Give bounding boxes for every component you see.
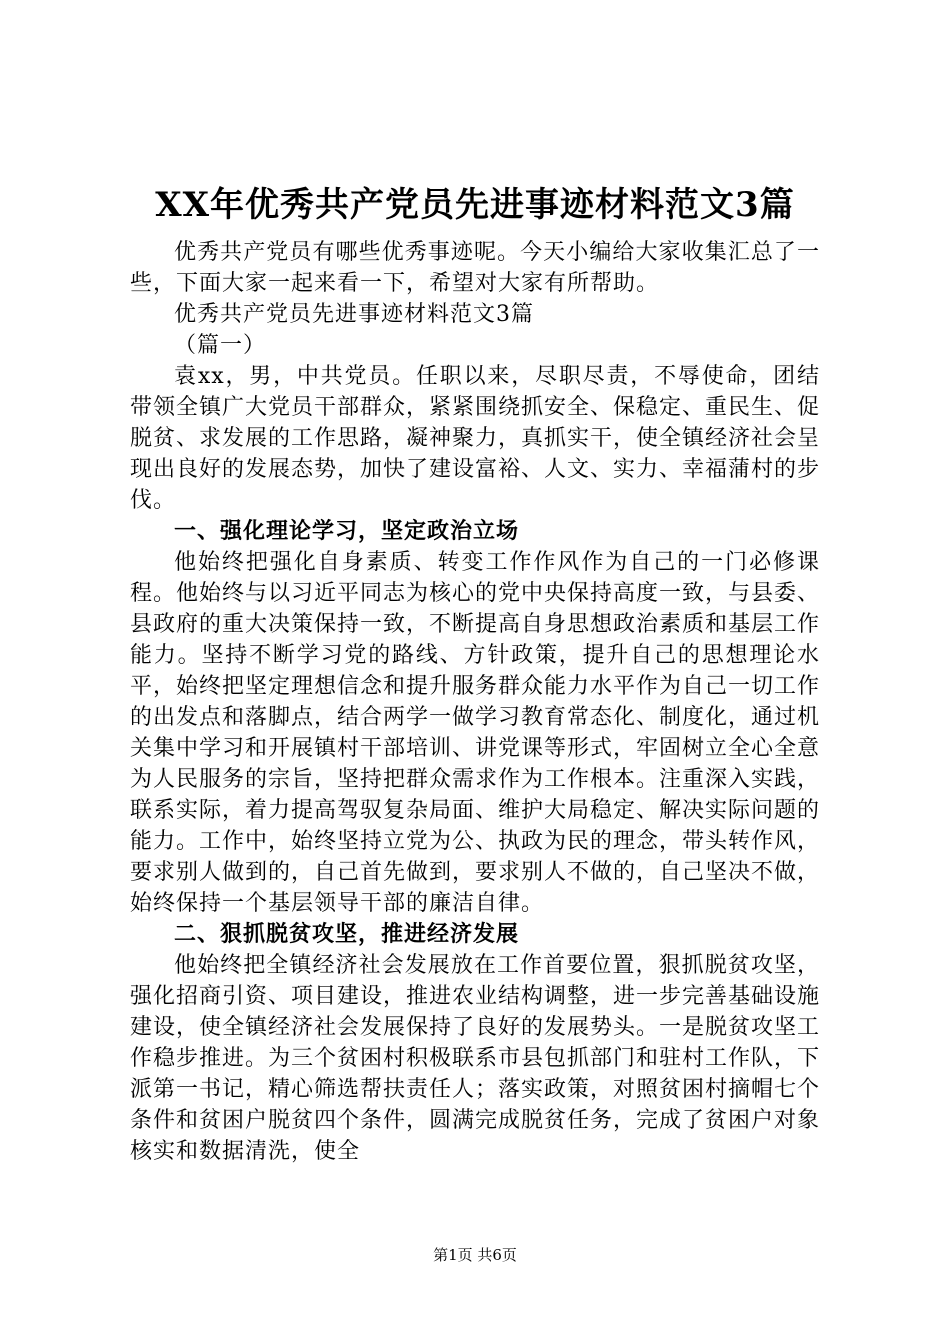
section-heading: 二、狠抓脱贫攻坚，推进经济发展 bbox=[174, 922, 520, 947]
body-paragraph: 袁xx，男，中共党员。任职以来，尽职尽责，不辱使命，团结带领全镇广大党员干部群众，紧紧围绕抓安全、保稳定、重民生、促脱贫、求发展的工作思路，凝神聚力，真抓实干，使全镇经济社会呈现出良好的发展态势，加快了建设富裕、人文、实力、幸福蒲村的步伐。 bbox=[130, 364, 821, 513]
body-paragraph: 他始终把全镇经济社会发展放在工作首要位置，狠抓脱贫攻坚，强化招商引资、项目建设，推进农业结构调整，进一步完善基础设施建设，使全镇经济社会发展保持了良好的发展势头。一是脱贫攻坚工作稳步推进。为三个贫困村积极联系市县包抓部门和驻村工作队，下派第一书记，精心筛选帮扶责任人；落实政策，对照贫困村摘帽七个条件和贫困户脱贫四个条件，圆满完成脱贫任务，完成了贫困户对象核实和数据清洗，使全 bbox=[130, 953, 821, 1164]
section-heading: 一、强化理论学习，坚定政治立场 bbox=[174, 519, 520, 544]
page-number-footer: 第1页 共6页 bbox=[433, 1246, 517, 1264]
section-marker: （篇一） bbox=[174, 333, 267, 358]
subtitle-line: 优秀共产党员先进事迹材料范文3篇 bbox=[174, 302, 534, 327]
document-body bbox=[130, 237, 820, 1167]
body-paragraph: 他始终把强化自身素质、转变工作作风作为自己的一门必修课程。他始终与以习近平同志为核心的党中央保持高度一致，与县委、县政府的重大决策保持一致，不断提高自身思想政治素质和基层工作能力。坚持不断学习党的路线、方针政策，提升自己的思想理论水平，始终把坚定理想信念和提升服务群众能力水平作为自己一切工作的出发点和落脚点，结合两学一做学习教育常态化、制度化，通过机关集中学习和开展镇村干部培训、讲党课等形式，牢固树立全心全意为人民服务的宗旨，坚持把群众需求作为工作根本。注重深入实践，联系实际，着力提高驾驭复杂局面、维护大局稳定、解决实际问题的能力。工作中，始终坚持立党为公、执政为民的理念，带头转作风，要求别人做到的，自己首先做到，要求别人不做的，自己坚决不做，始终保持一个基层领导干部的廉洁自律。 bbox=[130, 550, 821, 916]
document-title: XX年优秀共产党员先进事迹材料范文3篇 bbox=[155, 185, 795, 225]
intro-paragraph: 优秀共产党员有哪些优秀事迹呢。今天小编给大家收集汇总了一些，下面大家一起来看一下，希望对大家有所帮助。 bbox=[130, 240, 820, 296]
